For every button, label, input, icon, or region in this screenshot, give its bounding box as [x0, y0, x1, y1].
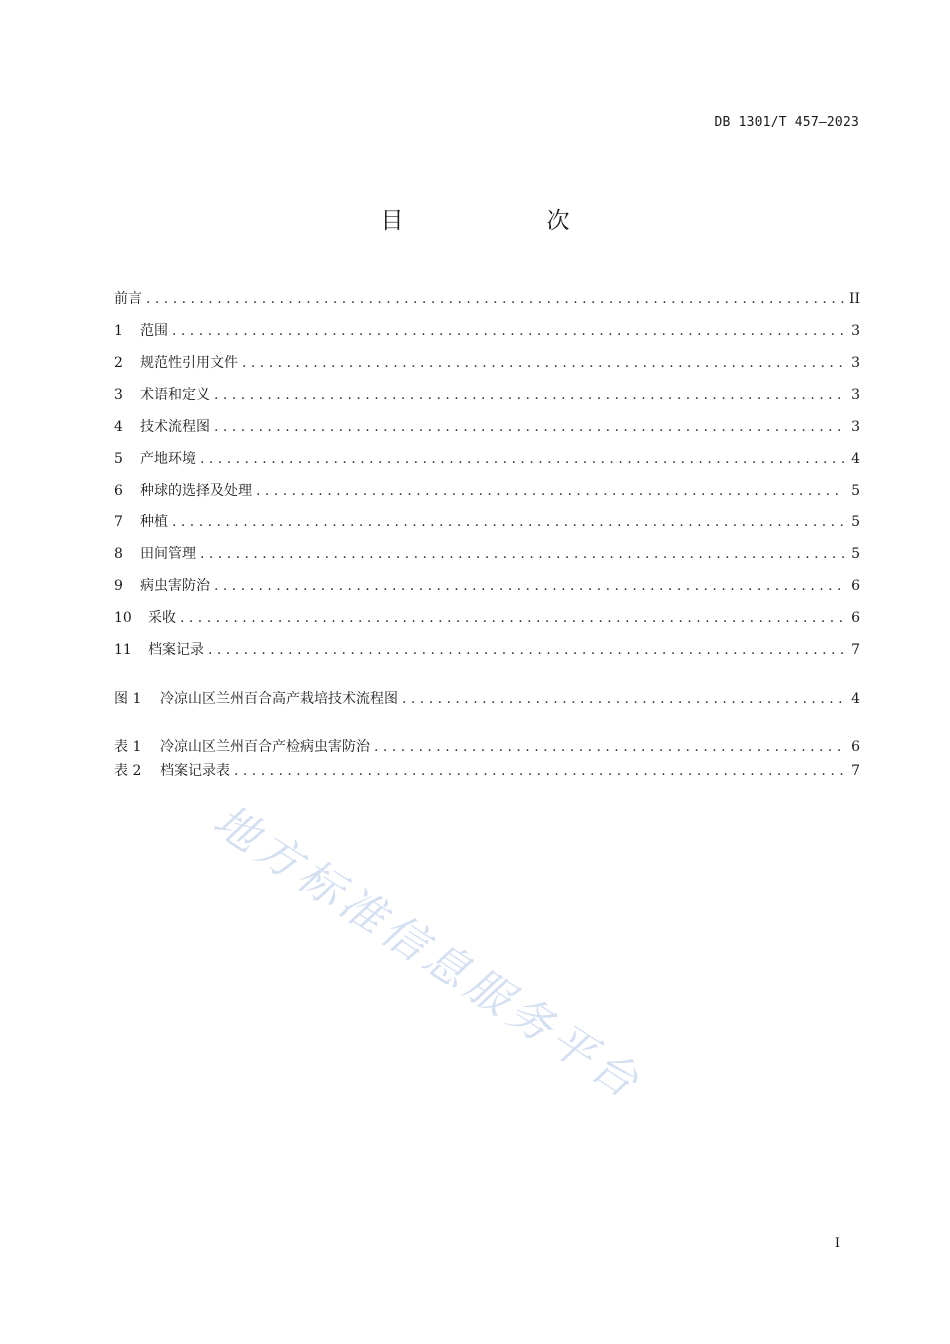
toc-table-label: 冷凉山区兰州百合产检病虫害防治: [160, 739, 370, 755]
toc-entry-records[interactable]: [114, 639, 860, 661]
toc-leader-dots: [374, 736, 844, 758]
toc-entry-label: 采收: [148, 610, 176, 626]
toc-entry-page: 5: [851, 514, 860, 530]
toc-entry-page: 4: [851, 451, 860, 467]
toc-entry-pest-control[interactable]: [114, 575, 860, 597]
toc-entry-label: 种植: [140, 514, 168, 530]
toc-entry-number: 10: [114, 610, 132, 626]
toc-entry-label: 术语和定义: [140, 387, 210, 403]
toc-entry-bulb-selection[interactable]: [114, 480, 860, 502]
toc-leader-dots: [146, 288, 844, 310]
toc-entry-number: 7: [114, 514, 123, 530]
toc-entry-environment[interactable]: [114, 448, 860, 470]
toc-entry-number: 11: [114, 642, 132, 658]
toc-figure-page: 4: [851, 691, 860, 707]
toc-leader-dots: [208, 639, 844, 661]
toc-entry-normative-references[interactable]: [114, 352, 860, 374]
toc-entry-page: 3: [851, 355, 860, 371]
watermark: 地方标准信息服务平台: [204, 795, 652, 1111]
toc-entry-number: 8: [114, 546, 123, 562]
toc-table-number: 表 1: [114, 739, 142, 755]
toc-leader-dots: [214, 575, 844, 597]
toc-entry-scope[interactable]: [114, 320, 860, 342]
toc-entry-harvest[interactable]: [114, 607, 860, 629]
toc-entry-flowchart[interactable]: [114, 416, 860, 438]
document-code: DB 1301/T 457—2023: [714, 115, 859, 130]
toc-entry-label: 技术流程图: [140, 419, 210, 435]
toc-entry-number: 5: [114, 451, 123, 467]
toc-entry-page: 5: [851, 546, 860, 562]
toc-entry-label: 病虫害防治: [140, 578, 210, 594]
toc-entry-number: 9: [114, 578, 123, 594]
toc-entry-page: 6: [851, 578, 860, 594]
toc-entry-terms[interactable]: [114, 384, 860, 406]
toc-entry-number: 3: [114, 387, 123, 403]
toc-leader-dots: [200, 448, 844, 470]
toc-leader-dots: [200, 543, 844, 565]
toc-leader-dots: [172, 511, 844, 533]
toc-entry-planting[interactable]: [114, 511, 860, 533]
toc-entry-number: 2: [114, 355, 123, 371]
toc-entry-page: 5: [851, 483, 860, 499]
toc-figure-label: 冷凉山区兰州百合高产栽培技术流程图: [160, 691, 398, 707]
toc-table-2[interactable]: [114, 760, 860, 782]
toc-table-label: 档案记录表: [160, 763, 230, 779]
toc-table-page: 7: [851, 763, 860, 779]
toc-entry-label: 田间管理: [140, 546, 196, 562]
toc-entry-label: 前言: [114, 291, 142, 307]
toc-entry-page: II: [848, 291, 860, 307]
toc-leader-dots: [402, 688, 844, 710]
toc-entry-number: 4: [114, 419, 123, 435]
toc-entry-number: 1: [114, 323, 123, 339]
toc-leader-dots: [172, 320, 844, 342]
toc-table-1[interactable]: [114, 736, 860, 758]
toc-entry-page: 3: [851, 387, 860, 403]
toc-entry-number: 6: [114, 483, 123, 499]
toc-entry-page: 7: [851, 642, 860, 658]
toc-leader-dots: [214, 384, 844, 406]
toc-figure-1[interactable]: [114, 688, 860, 710]
toc-leader-dots: [242, 352, 844, 374]
toc-entry-page: 6: [851, 610, 860, 626]
toc-figure-number: 图 1: [114, 691, 142, 707]
toc-table-page: 6: [851, 739, 860, 755]
toc-leader-dots: [214, 416, 844, 438]
toc-entry-label: 种球的选择及处理: [140, 483, 252, 499]
toc-entry-label: 规范性引用文件: [140, 355, 238, 371]
toc-entry-page: 3: [851, 419, 860, 435]
toc-title: 目 次: [380, 208, 630, 234]
toc-entry-page: 3: [851, 323, 860, 339]
toc-entry-field-management[interactable]: [114, 543, 860, 565]
toc-entry-foreword[interactable]: [114, 288, 860, 310]
toc-entry-label: 档案记录: [148, 642, 204, 658]
toc-table-number: 表 2: [114, 763, 142, 779]
toc-entry-label: 范围: [140, 323, 168, 339]
page-number: I: [834, 1236, 840, 1251]
toc-leader-dots: [256, 480, 844, 502]
toc-entry-label: 产地环境: [140, 451, 196, 467]
toc-leader-dots: [234, 760, 844, 782]
toc-leader-dots: [180, 607, 844, 629]
